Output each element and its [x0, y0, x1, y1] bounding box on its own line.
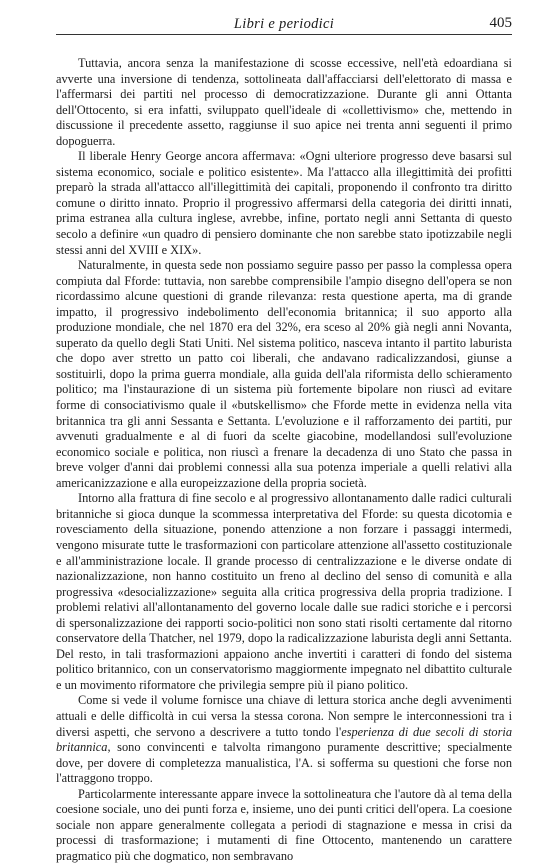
running-header	[56, 10, 512, 36]
book-page	[56, 10, 512, 864]
paragraph-4: Intorno alla frattura di fine secolo e al progressivo allontanamento dalle radici culturali britanniche si gioca dunque la scommessa interpretativa del Fforde: su questa dicotomia e rovesciamento della situazione, ponendo attenzione a non forzare i passaggi intermedi, vengono misurate tutte le trasformazioni con particolare attenzione all'assetto costituzionale e all'amministrazione locale. Il grande processo di centralizzazione e le diverse ondate di nazionalizzazione, non hanno costituito un freno al declino del senso di comunità e alla progressiva «desocializzazione» seguita alla critica progressiva della propria tradizione. I problemi relativi all'allontanamento del governo locale dalle sue radici storiche e i percorsi di spersonalizzazione dei rapporti socio-politici non sono stati risolti certamente dal ritorno conservatore della Thatcher, nel 1979, dopo la radicalizzazione laburista degli anni Settanta. Del resto, in tali trasformazioni appaiono anche invertiti i caratteri di fondo del sistema politico britannico, con un conservatorismo maggiormente impegnato nel dibattito culturale e un movimento riformatore che privilegia sempre più il piano politico.	[56, 491, 512, 692]
page-number: 405	[489, 15, 512, 31]
section-title: Libri e periodici	[233, 16, 335, 32]
paragraph-1: Tuttavia, ancora senza la manifestazione di scosse eccessive, nell'età edoardiana si avverte una inversione di tendenza, sottolineata dall'affacciarsi dell'elettorato di massa e l'affermarsi dei partiti nel processo di democratizzazione. Durante gli anni Ottanta dell'Ottocento, si era infatti, sviluppato quell'ideale di «collettivismo» che, mettendo in discussione il precedente assetto, raggiunse il suo apice nei trenta anni seguenti il primo dopoguerra.	[56, 56, 512, 148]
paragraph-5	[56, 693, 512, 786]
paragraph-5-emphasis: esperienza di due secoli di storia britannica	[56, 724, 512, 755]
paragraph-3: Naturalmente, in questa sede non possiamo seguire passo per passo la complessa opera compiuta dal Fforde: tuttavia, non sarebbe comprensibile l'ampio disegno dell'opera se non ricordassimo alcune questioni di grande rilevanza: resta questione aperta, ma di grande impatto, il progressivo indebolimento dell'economia britannica; il suo apporto alla produzione mondiale, che nel 1870 era del 32%, era sceso al 20% già negli anni Novanta, superato da quello degli Stati Uniti. Nel sistema politico, nasceva intanto il partito laburista che dopo aver stretto un patto coi liberali, che andavano radicalizzandosi, giunse a sostituirli, dopo la prima guerra mondiale, alla guida dell'ala riformista dello schieramento politico; ma l'instaurazione di un sistema più fortemente bipolare non riuscì ad evitare forme di consociativismo quale il «butskellismo» che Fforde mette in evidenza nella vita britannica tra gli anni Sessanta e Settanta. L'evoluzione e il rafforzamento dei partiti, pur avvenuti gradualmente e al di fuori da scelte giacobine, modellandosi sull'evoluzione economico sociale e politica, non riuscì a frenare la decadenza di uno Stato che passa in breve volger d'anni dai problemi connessi alla sua potenza imperiale a quelli relativi alla americanizzazione e alla europeizzazione della propria società.	[56, 258, 512, 490]
header-rule	[56, 34, 512, 35]
paragraph-5-text-b: , sono convincenti e talvolta rimangono puramente descrittive; specialmente dove, per dovere di completezza manualistica, l'A. si sofferma su questioni che forse non l'attraggono troppo.	[56, 740, 512, 786]
paragraph-6: Particolarmente interessante appare invece la sottolineatura che l'autore dà al tema della coesione sociale, uno dei punti forza e, insieme, uno dei punti critici dell'opera. La coesione sociale non appare generalmente collegata a periodi di stagnazione e messa in crisi da processi di trasformazione; i mutamenti di fine Ottocento, mantenendo un carattere pragmatico più che dogmatico, non sembravano	[56, 786, 512, 863]
paragraph-2: Il liberale Henry George ancora affermava: «Ogni ulteriore progresso deve basarsi sul sistema economico, sociale e politico esistente». Ma l'attacco alla illegittimità dei profitti preparò la strada all'attacco all'illegittimità dei capitali, proponendo il confronto tra diritto comune o diritto innato. Proprio il progressivo affermarsi della categoria dei diritti innati, prima estranea alla cultura inglese, avrebbe, infine, portato negli anni Settanta di questo secolo a definire «un quadro di pensiero dominante che non sarebbe stato ipotizzabile negli stessi anni del XVIII e XIX».	[56, 149, 512, 257]
body-text	[56, 56, 512, 864]
paragraph-5-text-a: Come si vede il volume fornisce una chiave di lettura storica anche degli avvenimenti attuali e delle difficoltà in cui versa la stessa corona. Non sempre le interconnessioni tra i diversi aspetti, che servono a descrivere a tutto tondo l'	[56, 693, 512, 739]
